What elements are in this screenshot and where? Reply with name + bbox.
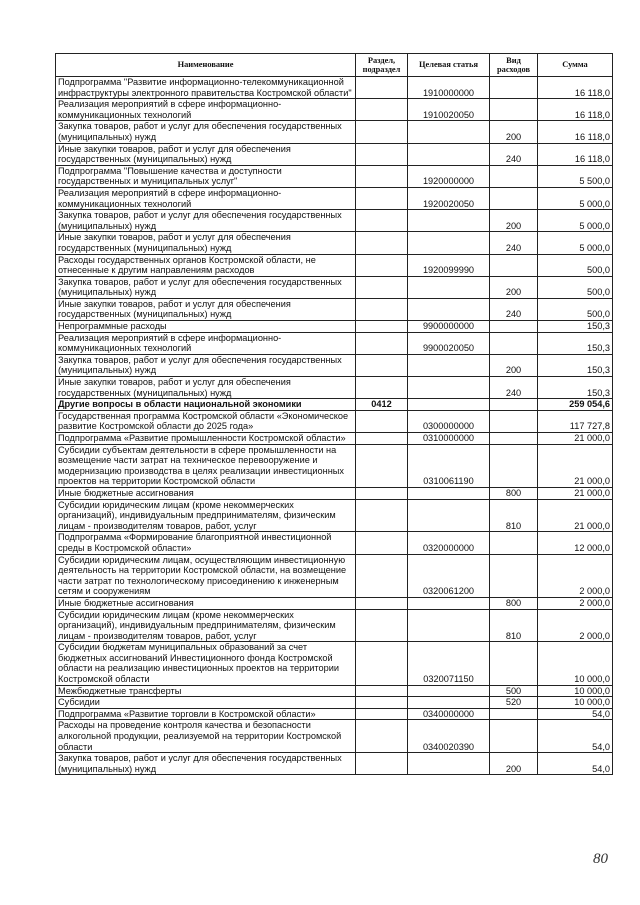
row-sum: 5 500,0 <box>538 165 613 187</box>
row-article: 0320061200 <box>408 554 490 597</box>
row-article: 0340020390 <box>408 720 490 753</box>
row-article <box>408 753 490 775</box>
row-article <box>408 232 490 254</box>
row-name: Субсидии юридическим лицам, осуществляющим инвестиционную деятельность на территории Костромской области, на возмещение части затрат по технологическому присоединению к инженерным сетям и сооружениям <box>56 554 356 597</box>
row-article <box>408 609 490 642</box>
row-name: Закупка товаров, работ и услуг для обеспечения государственных (муниципальных) нужд <box>56 121 356 143</box>
row-expense-type <box>490 254 538 276</box>
row-expense-type: 810 <box>490 499 538 532</box>
row-section <box>356 77 408 99</box>
row-article <box>408 354 490 376</box>
row-expense-type <box>490 99 538 121</box>
row-expense-type <box>490 410 538 432</box>
row-article: 1910020050 <box>408 99 490 121</box>
row-article: 0310000000 <box>408 433 490 445</box>
row-sum: 2 000,0 <box>538 554 613 597</box>
row-expense-type <box>490 321 538 333</box>
budget-table <box>55 53 613 775</box>
table-row <box>56 321 613 333</box>
row-section <box>356 720 408 753</box>
row-name: Субсидии юридическим лицам (кроме некоммерческих организаций), индивидуальным предпринимателям, физическим лицам - производителям товаров, работ, услуг <box>56 609 356 642</box>
row-name: Подпрограмма "Развитие информационно-телекоммуникационной инфраструктуры электронного правительства Костромской области" <box>56 77 356 99</box>
row-article: 1920020050 <box>408 187 490 209</box>
row-name: Иные бюджетные ассигнования <box>56 487 356 499</box>
row-sum: 150,3 <box>538 332 613 354</box>
row-expense-type <box>490 642 538 685</box>
table-row <box>56 642 613 685</box>
row-section <box>356 143 408 165</box>
table-row <box>56 276 613 298</box>
table-row <box>56 433 613 445</box>
row-article: 1920099990 <box>408 254 490 276</box>
row-article <box>408 399 490 411</box>
row-expense-type: 200 <box>490 753 538 775</box>
header-section: Раздел, подраздел <box>356 54 408 77</box>
row-expense-type <box>490 720 538 753</box>
row-name: Субсидии бюджетам муниципальных образований за счет бюджетных ассигнований Инвестиционного фонда Костромской области на реализацию инвестиционных проектов на территории Костромской области <box>56 642 356 685</box>
row-sum: 500,0 <box>538 298 613 320</box>
row-expense-type: 200 <box>490 276 538 298</box>
table-row <box>56 377 613 399</box>
table-row <box>56 354 613 376</box>
row-section <box>356 232 408 254</box>
row-sum: 16 118,0 <box>538 99 613 121</box>
row-sum: 16 118,0 <box>538 77 613 99</box>
row-expense-type <box>490 444 538 487</box>
row-expense-type: 520 <box>490 697 538 709</box>
row-article: 0340000000 <box>408 708 490 720</box>
table-row <box>56 753 613 775</box>
row-article: 1910000000 <box>408 77 490 99</box>
row-name: Иные закупки товаров, работ и услуг для обеспечения государственных (муниципальных) нужд <box>56 377 356 399</box>
row-sum: 54,0 <box>538 708 613 720</box>
row-expense-type: 240 <box>490 377 538 399</box>
row-name: Расходы на проведение контроля качества и безопасности алкогольной продукции, реализуемой на территории Костромской области <box>56 720 356 753</box>
table-row <box>56 487 613 499</box>
row-name: Расходы государственных органов Костромской области, не отнесенные к другим направлениям расходов <box>56 254 356 276</box>
row-name: Государственная программа Костромской области «Экономическое развитие Костромской области до 2025 года» <box>56 410 356 432</box>
row-name: Подпрограмма "Повышение качества и доступности государственных и муниципальных услуг" <box>56 165 356 187</box>
row-article <box>408 685 490 697</box>
row-sum: 54,0 <box>538 720 613 753</box>
row-expense-type <box>490 332 538 354</box>
row-article <box>408 143 490 165</box>
row-expense-type <box>490 708 538 720</box>
row-section <box>356 165 408 187</box>
header-sum: Сумма <box>538 54 613 77</box>
row-section <box>356 254 408 276</box>
table-row <box>56 165 613 187</box>
table-row <box>56 210 613 232</box>
table-row <box>56 444 613 487</box>
row-sum: 21 000,0 <box>538 487 613 499</box>
row-expense-type: 810 <box>490 609 538 642</box>
row-name: Закупка товаров, работ и услуг для обеспечения государственных (муниципальных) нужд <box>56 354 356 376</box>
table-row <box>56 499 613 532</box>
table-row <box>56 410 613 432</box>
row-section <box>356 210 408 232</box>
row-expense-type: 800 <box>490 597 538 609</box>
row-sum: 150,3 <box>538 321 613 333</box>
row-article: 0310061190 <box>408 444 490 487</box>
row-expense-type: 240 <box>490 143 538 165</box>
row-sum: 12 000,0 <box>538 532 613 554</box>
row-article <box>408 487 490 499</box>
row-sum: 2 000,0 <box>538 597 613 609</box>
row-sum: 16 118,0 <box>538 143 613 165</box>
row-section <box>356 554 408 597</box>
row-name: Реализация мероприятий в сфере информационно-коммуникационных технологий <box>56 332 356 354</box>
row-article <box>408 597 490 609</box>
row-section: 0412 <box>356 399 408 411</box>
header-name: Наименование <box>56 54 356 77</box>
page-number: 80 <box>593 851 608 867</box>
table-row <box>56 399 613 411</box>
table-row <box>56 597 613 609</box>
row-name: Субсидии <box>56 697 356 709</box>
row-article: 9900020050 <box>408 332 490 354</box>
table-row <box>56 298 613 320</box>
row-name: Иные закупки товаров, работ и услуг для обеспечения государственных (муниципальных) нужд <box>56 232 356 254</box>
row-sum: 150,3 <box>538 377 613 399</box>
row-article <box>408 377 490 399</box>
table-body <box>56 77 613 775</box>
row-section <box>356 499 408 532</box>
row-article <box>408 697 490 709</box>
row-sum: 117 727,8 <box>538 410 613 432</box>
row-section <box>356 377 408 399</box>
table-row <box>56 720 613 753</box>
header-expense-type: Вид расходов <box>490 54 538 77</box>
row-name: Субсидии субъектам деятельности в сфере промышленности на возмещение части затрат на техническое перевооружение и модернизацию производства в целях реализации инвестиционных проектов на территории Костромской области <box>56 444 356 487</box>
row-sum: 5 000,0 <box>538 210 613 232</box>
table-row <box>56 708 613 720</box>
row-name: Непрограммные расходы <box>56 321 356 333</box>
row-article <box>408 210 490 232</box>
row-name: Другие вопросы в области национальной экономики <box>56 399 356 411</box>
row-section <box>356 597 408 609</box>
row-article: 0320071150 <box>408 642 490 685</box>
row-sum: 5 000,0 <box>538 187 613 209</box>
row-name: Закупка товаров, работ и услуг для обеспечения государственных (муниципальных) нужд <box>56 210 356 232</box>
row-name: Подпрограмма «Развитие промышленности Костромской области» <box>56 433 356 445</box>
row-sum: 54,0 <box>538 753 613 775</box>
row-name: Субсидии юридическим лицам (кроме некоммерческих организаций), индивидуальным предпринимателям, физическим лицам - производителям товаров, работ, услуг <box>56 499 356 532</box>
row-article <box>408 298 490 320</box>
row-expense-type: 200 <box>490 210 538 232</box>
row-article <box>408 121 490 143</box>
row-name: Подпрограмма «Формирование благоприятной инвестиционной среды в Костромской области» <box>56 532 356 554</box>
table-row <box>56 554 613 597</box>
row-sum: 259 054,6 <box>538 399 613 411</box>
table-row <box>56 332 613 354</box>
row-name: Иные закупки товаров, работ и услуг для обеспечения государственных (муниципальных) нужд <box>56 298 356 320</box>
row-sum: 10 000,0 <box>538 685 613 697</box>
row-article: 9900000000 <box>408 321 490 333</box>
row-section <box>356 354 408 376</box>
table-row <box>56 121 613 143</box>
row-sum: 150,3 <box>538 354 613 376</box>
row-section <box>356 642 408 685</box>
row-name: Закупка товаров, работ и услуг для обеспечения государственных (муниципальных) нужд <box>56 276 356 298</box>
row-sum: 10 000,0 <box>538 697 613 709</box>
row-article: 1920000000 <box>408 165 490 187</box>
row-article: 0300000000 <box>408 410 490 432</box>
table-row <box>56 609 613 642</box>
row-sum: 21 000,0 <box>538 444 613 487</box>
row-section <box>356 187 408 209</box>
row-name: Реализация мероприятий в сфере информационно-коммуникационных технологий <box>56 187 356 209</box>
row-expense-type <box>490 187 538 209</box>
row-expense-type: 240 <box>490 298 538 320</box>
row-name: Реализация мероприятий в сфере информационно-коммуникационных технологий <box>56 99 356 121</box>
table-row <box>56 532 613 554</box>
row-expense-type: 800 <box>490 487 538 499</box>
table-row <box>56 99 613 121</box>
row-section <box>356 433 408 445</box>
row-name: Иные бюджетные ассигнования <box>56 597 356 609</box>
row-expense-type <box>490 77 538 99</box>
row-sum: 500,0 <box>538 276 613 298</box>
row-section <box>356 697 408 709</box>
row-section <box>356 410 408 432</box>
row-expense-type <box>490 554 538 597</box>
table-header-row <box>56 54 613 77</box>
row-section <box>356 532 408 554</box>
row-section <box>356 332 408 354</box>
row-name: Иные закупки товаров, работ и услуг для обеспечения государственных (муниципальных) нужд <box>56 143 356 165</box>
row-expense-type <box>490 399 538 411</box>
table-row <box>56 187 613 209</box>
row-name: Закупка товаров, работ и услуг для обеспечения государственных (муниципальных) нужд <box>56 753 356 775</box>
row-section <box>356 121 408 143</box>
row-section <box>356 753 408 775</box>
table-row <box>56 143 613 165</box>
row-sum: 21 000,0 <box>538 499 613 532</box>
row-article <box>408 276 490 298</box>
table-row <box>56 77 613 99</box>
row-expense-type: 500 <box>490 685 538 697</box>
row-article <box>408 499 490 532</box>
table-row <box>56 232 613 254</box>
row-name: Подпрограмма «Развитие торговли в Костромской области» <box>56 708 356 720</box>
row-section <box>356 685 408 697</box>
table-row <box>56 697 613 709</box>
table-row <box>56 685 613 697</box>
row-expense-type <box>490 165 538 187</box>
row-expense-type <box>490 433 538 445</box>
row-section <box>356 487 408 499</box>
row-sum: 16 118,0 <box>538 121 613 143</box>
row-sum: 5 000,0 <box>538 232 613 254</box>
row-section <box>356 99 408 121</box>
row-section <box>356 321 408 333</box>
row-expense-type: 200 <box>490 354 538 376</box>
row-sum: 21 000,0 <box>538 433 613 445</box>
row-expense-type: 240 <box>490 232 538 254</box>
row-sum: 10 000,0 <box>538 642 613 685</box>
row-expense-type: 200 <box>490 121 538 143</box>
row-expense-type <box>490 532 538 554</box>
row-article: 0320000000 <box>408 532 490 554</box>
row-section <box>356 276 408 298</box>
row-section <box>356 708 408 720</box>
header-article: Целевая статья <box>408 54 490 77</box>
row-name: Межбюджетные трансферты <box>56 685 356 697</box>
row-sum: 500,0 <box>538 254 613 276</box>
row-section <box>356 444 408 487</box>
row-sum: 2 000,0 <box>538 609 613 642</box>
row-section <box>356 609 408 642</box>
row-section <box>356 298 408 320</box>
table-row <box>56 254 613 276</box>
